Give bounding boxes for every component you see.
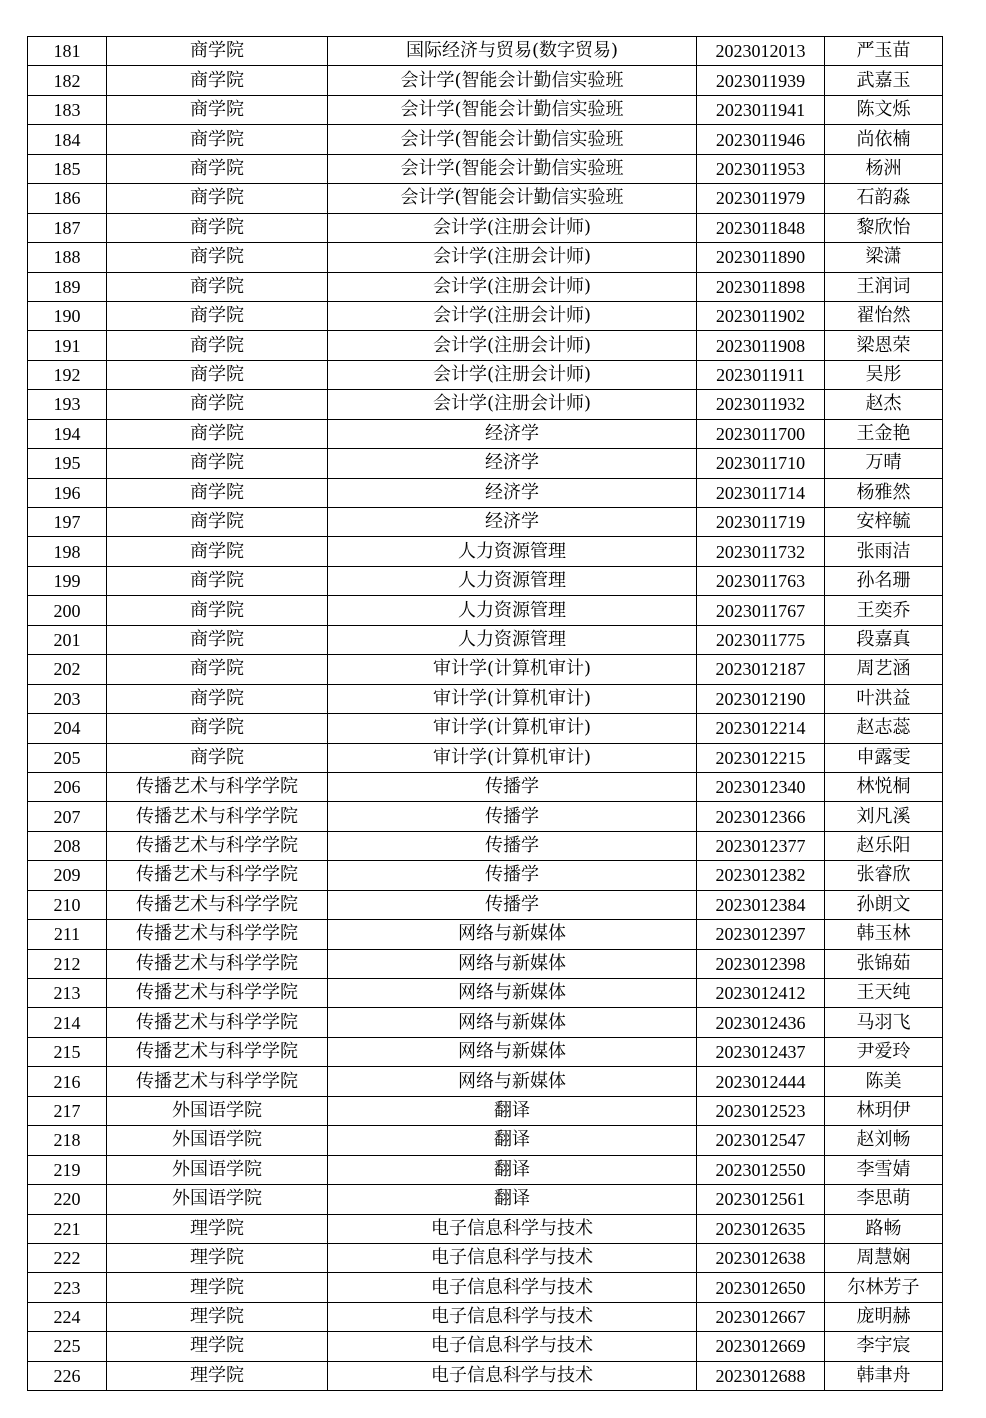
row-number: 203 [28, 684, 107, 713]
student-id-cell: 2023011767 [697, 596, 825, 625]
student-id-cell: 2023012190 [697, 684, 825, 713]
row-number: 216 [28, 1067, 107, 1096]
student-name-cell: 王奕乔 [825, 596, 943, 625]
row-number: 201 [28, 625, 107, 654]
student-id-cell: 2023012688 [697, 1361, 825, 1390]
major-cell: 翻译 [328, 1185, 697, 1214]
table-row [28, 95, 943, 124]
college-cell: 商学院 [107, 419, 328, 448]
student-name-cell: 孙朗文 [825, 890, 943, 919]
college-cell: 外国语学院 [107, 1096, 328, 1125]
row-number: 202 [28, 655, 107, 684]
college-cell: 传播艺术与科学学院 [107, 831, 328, 860]
major-cell: 经济学 [328, 478, 697, 507]
student-id-cell: 2023012667 [697, 1302, 825, 1331]
college-cell: 外国语学院 [107, 1155, 328, 1184]
student-id-cell: 2023011979 [697, 184, 825, 213]
table-row [28, 743, 943, 772]
table-row [28, 566, 943, 595]
student-name-cell: 安梓毓 [825, 508, 943, 537]
table-row [28, 1096, 943, 1125]
table-row [28, 331, 943, 360]
student-name-cell: 严玉苗 [825, 37, 943, 66]
student-id-cell: 2023011932 [697, 390, 825, 419]
major-cell: 网络与新媒体 [328, 1067, 697, 1096]
major-cell: 会计学(智能会计勤信实验班 [328, 95, 697, 124]
row-number: 189 [28, 272, 107, 301]
student-id-cell: 2023012550 [697, 1155, 825, 1184]
student-id-cell: 2023011953 [697, 154, 825, 183]
row-number: 199 [28, 566, 107, 595]
major-cell: 网络与新媒体 [328, 949, 697, 978]
college-cell: 传播艺术与科学学院 [107, 949, 328, 978]
student-id-cell: 2023011710 [697, 449, 825, 478]
major-cell: 审计学(计算机审计) [328, 714, 697, 743]
table-row [28, 655, 943, 684]
college-cell: 商学院 [107, 714, 328, 743]
college-cell: 理学院 [107, 1273, 328, 1302]
major-cell: 电子信息科学与技术 [328, 1302, 697, 1331]
row-number: 221 [28, 1214, 107, 1243]
table-row [28, 1273, 943, 1302]
table-row [28, 184, 943, 213]
student-id-cell: 2023012366 [697, 802, 825, 831]
table-row [28, 1126, 943, 1155]
college-cell: 理学院 [107, 1243, 328, 1272]
table-row [28, 360, 943, 389]
table-row [28, 861, 943, 890]
college-cell: 商学院 [107, 655, 328, 684]
major-cell: 传播学 [328, 772, 697, 801]
major-cell: 网络与新媒体 [328, 1037, 697, 1066]
student-name-cell: 石韵淼 [825, 184, 943, 213]
major-cell: 电子信息科学与技术 [328, 1361, 697, 1390]
college-cell: 商学院 [107, 566, 328, 595]
student-id-cell: 2023011719 [697, 508, 825, 537]
student-id-cell: 2023011911 [697, 360, 825, 389]
major-cell: 会计学(注册会计师) [328, 213, 697, 242]
student-name-cell: 庞明赫 [825, 1302, 943, 1331]
student-id-cell: 2023012635 [697, 1214, 825, 1243]
student-name-cell: 孙名珊 [825, 566, 943, 595]
student-id-cell: 2023012523 [697, 1096, 825, 1125]
row-number: 187 [28, 213, 107, 242]
student-id-cell: 2023012187 [697, 655, 825, 684]
college-cell: 商学院 [107, 243, 328, 272]
college-cell: 传播艺术与科学学院 [107, 920, 328, 949]
student-name-cell: 翟怡然 [825, 301, 943, 330]
college-cell: 商学院 [107, 478, 328, 507]
college-cell: 商学院 [107, 684, 328, 713]
table-row [28, 1243, 943, 1272]
row-number: 182 [28, 66, 107, 95]
student-id-cell: 2023012444 [697, 1067, 825, 1096]
college-cell: 商学院 [107, 625, 328, 654]
college-cell: 传播艺术与科学学院 [107, 890, 328, 919]
major-cell: 人力资源管理 [328, 596, 697, 625]
row-number: 218 [28, 1126, 107, 1155]
major-cell: 电子信息科学与技术 [328, 1243, 697, 1272]
major-cell: 经济学 [328, 508, 697, 537]
row-number: 205 [28, 743, 107, 772]
student-id-cell: 2023012340 [697, 772, 825, 801]
student-name-cell: 赵刘畅 [825, 1126, 943, 1155]
student-id-cell: 2023011946 [697, 125, 825, 154]
college-cell: 商学院 [107, 95, 328, 124]
major-cell: 传播学 [328, 861, 697, 890]
major-cell: 经济学 [328, 419, 697, 448]
major-cell: 会计学(注册会计师) [328, 331, 697, 360]
college-cell: 理学院 [107, 1332, 328, 1361]
major-cell: 网络与新媒体 [328, 920, 697, 949]
student-id-cell: 2023012377 [697, 831, 825, 860]
student-name-cell: 梁潇 [825, 243, 943, 272]
major-cell: 会计学(注册会计师) [328, 301, 697, 330]
student-name-cell: 吴彤 [825, 360, 943, 389]
table-row [28, 508, 943, 537]
student-name-cell: 周慧娴 [825, 1243, 943, 1272]
major-cell: 会计学(注册会计师) [328, 360, 697, 389]
table-row [28, 213, 943, 242]
student-name-cell: 梁恩荣 [825, 331, 943, 360]
table-row [28, 890, 943, 919]
student-id-cell: 2023012638 [697, 1243, 825, 1272]
row-number: 194 [28, 419, 107, 448]
student-name-cell: 李雪婧 [825, 1155, 943, 1184]
table-row [28, 1067, 943, 1096]
row-number: 208 [28, 831, 107, 860]
student-id-cell: 2023011939 [697, 66, 825, 95]
student-id-cell: 2023012214 [697, 714, 825, 743]
table-row [28, 802, 943, 831]
college-cell: 理学院 [107, 1302, 328, 1331]
table-row [28, 1361, 943, 1390]
major-cell: 国际经济与贸易(数字贸易) [328, 37, 697, 66]
student-id-cell: 2023011732 [697, 537, 825, 566]
row-number: 210 [28, 890, 107, 919]
major-cell: 人力资源管理 [328, 537, 697, 566]
college-cell: 商学院 [107, 743, 328, 772]
row-number: 207 [28, 802, 107, 831]
college-cell: 传播艺术与科学学院 [107, 861, 328, 890]
row-number: 206 [28, 772, 107, 801]
major-cell: 会计学(注册会计师) [328, 243, 697, 272]
major-cell: 会计学(智能会计勤信实验班 [328, 184, 697, 213]
student-name-cell: 杨洲 [825, 154, 943, 183]
student-name-cell: 尔林芳子 [825, 1273, 943, 1302]
row-number: 186 [28, 184, 107, 213]
student-name-cell: 周艺涵 [825, 655, 943, 684]
table-row [28, 537, 943, 566]
row-number: 224 [28, 1302, 107, 1331]
college-cell: 商学院 [107, 508, 328, 537]
college-cell: 传播艺术与科学学院 [107, 1067, 328, 1096]
student-name-cell: 张锦茹 [825, 949, 943, 978]
student-id-cell: 2023012382 [697, 861, 825, 890]
major-cell: 传播学 [328, 802, 697, 831]
row-number: 212 [28, 949, 107, 978]
table-row [28, 37, 943, 66]
student-name-cell: 李宇宸 [825, 1332, 943, 1361]
table-row [28, 125, 943, 154]
table-row [28, 449, 943, 478]
college-cell: 商学院 [107, 272, 328, 301]
student-name-cell: 张雨洁 [825, 537, 943, 566]
college-cell: 商学院 [107, 449, 328, 478]
table-row [28, 684, 943, 713]
student-id-cell: 2023011902 [697, 301, 825, 330]
college-cell: 外国语学院 [107, 1185, 328, 1214]
table-row [28, 979, 943, 1008]
table-row [28, 243, 943, 272]
college-cell: 商学院 [107, 390, 328, 419]
row-number: 195 [28, 449, 107, 478]
student-name-cell: 赵志蕊 [825, 714, 943, 743]
student-name-cell: 王天纯 [825, 979, 943, 1008]
major-cell: 传播学 [328, 831, 697, 860]
table-row [28, 1332, 943, 1361]
row-number: 185 [28, 154, 107, 183]
student-name-cell: 申露雯 [825, 743, 943, 772]
row-number: 222 [28, 1243, 107, 1272]
table-row [28, 272, 943, 301]
student-name-cell: 杨雅然 [825, 478, 943, 507]
major-cell: 电子信息科学与技术 [328, 1273, 697, 1302]
table-row [28, 1008, 943, 1037]
major-cell: 网络与新媒体 [328, 1008, 697, 1037]
student-name-cell: 万晴 [825, 449, 943, 478]
student-id-cell: 2023012013 [697, 37, 825, 66]
college-cell: 传播艺术与科学学院 [107, 979, 328, 1008]
college-cell: 传播艺术与科学学院 [107, 802, 328, 831]
student-name-cell: 段嘉真 [825, 625, 943, 654]
student-name-cell: 刘凡溪 [825, 802, 943, 831]
row-number: 217 [28, 1096, 107, 1125]
college-cell: 传播艺术与科学学院 [107, 1008, 328, 1037]
table-row [28, 301, 943, 330]
table-row [28, 478, 943, 507]
student-name-cell: 韩聿舟 [825, 1361, 943, 1390]
student-id-cell: 2023012561 [697, 1185, 825, 1214]
row-number: 188 [28, 243, 107, 272]
row-number: 184 [28, 125, 107, 154]
row-number: 200 [28, 596, 107, 625]
table-row [28, 419, 943, 448]
student-name-cell: 王金艳 [825, 419, 943, 448]
college-cell: 理学院 [107, 1361, 328, 1390]
row-number: 204 [28, 714, 107, 743]
major-cell: 人力资源管理 [328, 625, 697, 654]
table-row [28, 920, 943, 949]
table-row [28, 949, 943, 978]
college-cell: 商学院 [107, 66, 328, 95]
table-row [28, 772, 943, 801]
row-number: 215 [28, 1037, 107, 1066]
row-number: 181 [28, 37, 107, 66]
major-cell: 会计学(智能会计勤信实验班 [328, 66, 697, 95]
major-cell: 会计学(注册会计师) [328, 390, 697, 419]
row-number: 213 [28, 979, 107, 1008]
student-id-cell: 2023012437 [697, 1037, 825, 1066]
table-row [28, 1185, 943, 1214]
row-number: 211 [28, 920, 107, 949]
row-number: 193 [28, 390, 107, 419]
major-cell: 审计学(计算机审计) [328, 684, 697, 713]
college-cell: 商学院 [107, 125, 328, 154]
college-cell: 理学院 [107, 1214, 328, 1243]
student-id-cell: 2023011848 [697, 213, 825, 242]
student-name-cell: 马羽飞 [825, 1008, 943, 1037]
row-number: 226 [28, 1361, 107, 1390]
table-row [28, 714, 943, 743]
student-id-cell: 2023012650 [697, 1273, 825, 1302]
student-name-cell: 张睿欣 [825, 861, 943, 890]
student-name-cell: 叶洪益 [825, 684, 943, 713]
table-row [28, 66, 943, 95]
table-row [28, 596, 943, 625]
row-number: 214 [28, 1008, 107, 1037]
major-cell: 电子信息科学与技术 [328, 1332, 697, 1361]
student-id-cell: 2023011898 [697, 272, 825, 301]
student-id-cell: 2023012398 [697, 949, 825, 978]
student-name-cell: 黎欣怡 [825, 213, 943, 242]
college-cell: 传播艺术与科学学院 [107, 1037, 328, 1066]
table-row [28, 1302, 943, 1331]
student-id-cell: 2023012436 [697, 1008, 825, 1037]
major-cell: 翻译 [328, 1126, 697, 1155]
major-cell: 翻译 [328, 1155, 697, 1184]
student-name-cell: 武嘉玉 [825, 66, 943, 95]
major-cell: 会计学(注册会计师) [328, 272, 697, 301]
student-id-cell: 2023011700 [697, 419, 825, 448]
student-id-cell: 2023012384 [697, 890, 825, 919]
row-number: 196 [28, 478, 107, 507]
student-name-cell: 陈美 [825, 1067, 943, 1096]
student-name-cell: 赵杰 [825, 390, 943, 419]
college-cell: 商学院 [107, 154, 328, 183]
student-id-cell: 2023011763 [697, 566, 825, 595]
student-id-cell: 2023011890 [697, 243, 825, 272]
row-number: 191 [28, 331, 107, 360]
student-name-cell: 李思萌 [825, 1185, 943, 1214]
table-row [28, 1214, 943, 1243]
student-list-table [27, 36, 943, 1391]
table-row [28, 390, 943, 419]
major-cell: 翻译 [328, 1096, 697, 1125]
student-name-cell: 林悦桐 [825, 772, 943, 801]
college-cell: 商学院 [107, 37, 328, 66]
table-row [28, 1155, 943, 1184]
student-list-body [28, 37, 943, 1391]
major-cell: 审计学(计算机审计) [328, 655, 697, 684]
student-name-cell: 陈文烁 [825, 95, 943, 124]
table-row [28, 1037, 943, 1066]
row-number: 220 [28, 1185, 107, 1214]
student-id-cell: 2023012547 [697, 1126, 825, 1155]
major-cell: 审计学(计算机审计) [328, 743, 697, 772]
major-cell: 会计学(智能会计勤信实验班 [328, 154, 697, 183]
student-name-cell: 赵乐阳 [825, 831, 943, 860]
student-name-cell: 王润词 [825, 272, 943, 301]
student-name-cell: 韩玉林 [825, 920, 943, 949]
table-row [28, 154, 943, 183]
row-number: 219 [28, 1155, 107, 1184]
student-name-cell: 林玥伊 [825, 1096, 943, 1125]
major-cell: 电子信息科学与技术 [328, 1214, 697, 1243]
row-number: 192 [28, 360, 107, 389]
student-name-cell: 尚依楠 [825, 125, 943, 154]
table-row [28, 625, 943, 654]
college-cell: 商学院 [107, 537, 328, 566]
student-name-cell: 尹爱玲 [825, 1037, 943, 1066]
student-id-cell: 2023011908 [697, 331, 825, 360]
major-cell: 网络与新媒体 [328, 979, 697, 1008]
student-id-cell: 2023012412 [697, 979, 825, 1008]
college-cell: 商学院 [107, 360, 328, 389]
college-cell: 商学院 [107, 301, 328, 330]
row-number: 190 [28, 301, 107, 330]
row-number: 197 [28, 508, 107, 537]
major-cell: 会计学(智能会计勤信实验班 [328, 125, 697, 154]
major-cell: 经济学 [328, 449, 697, 478]
college-cell: 商学院 [107, 596, 328, 625]
student-id-cell: 2023012215 [697, 743, 825, 772]
student-id-cell: 2023011941 [697, 95, 825, 124]
row-number: 183 [28, 95, 107, 124]
college-cell: 传播艺术与科学学院 [107, 772, 328, 801]
student-id-cell: 2023012397 [697, 920, 825, 949]
major-cell: 传播学 [328, 890, 697, 919]
college-cell: 外国语学院 [107, 1126, 328, 1155]
college-cell: 商学院 [107, 331, 328, 360]
row-number: 225 [28, 1332, 107, 1361]
table-row [28, 831, 943, 860]
student-name-cell: 路畅 [825, 1214, 943, 1243]
student-id-cell: 2023011775 [697, 625, 825, 654]
row-number: 223 [28, 1273, 107, 1302]
college-cell: 商学院 [107, 184, 328, 213]
major-cell: 人力资源管理 [328, 566, 697, 595]
row-number: 198 [28, 537, 107, 566]
student-id-cell: 2023012669 [697, 1332, 825, 1361]
college-cell: 商学院 [107, 213, 328, 242]
row-number: 209 [28, 861, 107, 890]
student-id-cell: 2023011714 [697, 478, 825, 507]
